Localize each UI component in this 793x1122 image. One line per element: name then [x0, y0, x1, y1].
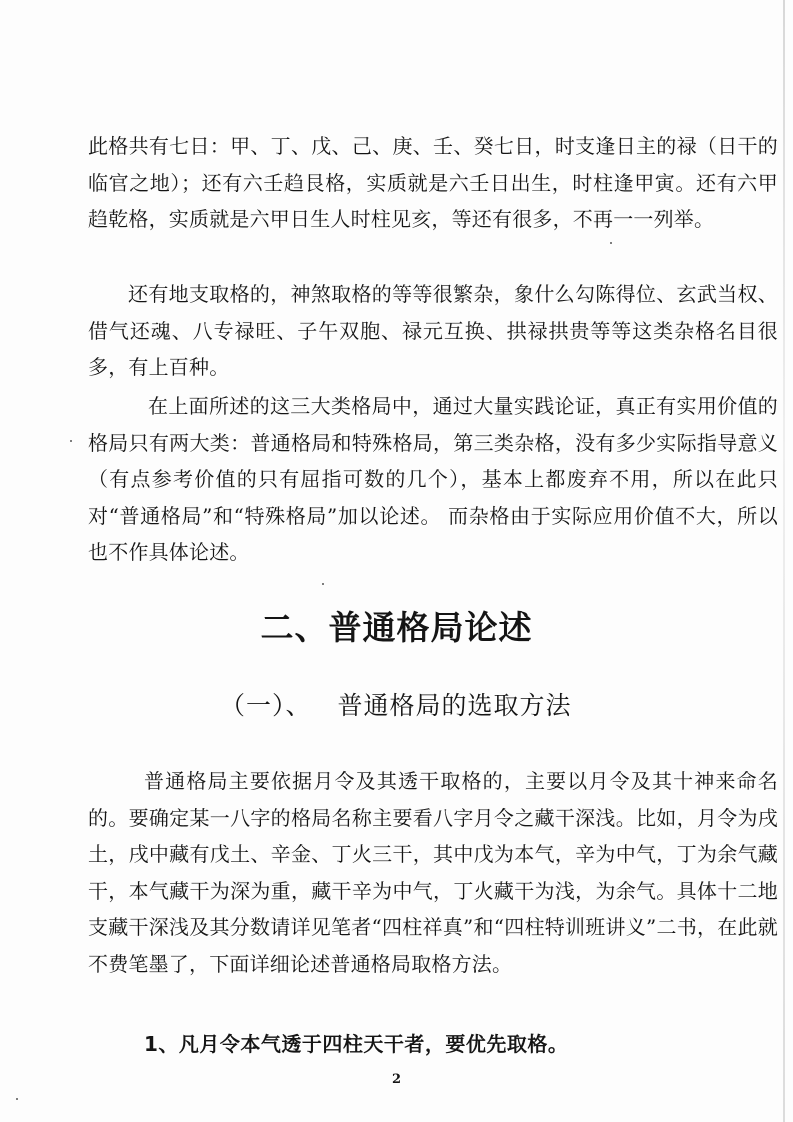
scan-speck: [16, 1098, 18, 1100]
paragraph-1: 此格共有七日：甲、丁、戊、己、庚、壬、癸七日，时支逢日主的禄（日干的临官之地）；还有六壬趋艮格，实质就是六壬日出生，时柱逢甲寅。还有六甲趋乾格，实质就是六甲日生人时柱见亥，等还有很多，不再一一列举。: [88, 134, 778, 231]
scan-speck: [610, 242, 612, 244]
scan-speck: [70, 440, 72, 442]
scan-edge-shadow: [783, 0, 785, 1122]
paragraph-2: 还有地支取格的，神煞取格的等等很繁杂，象什么勾陈得位、玄武当权、借气还魂、八专禄旺、子午双胞、禄元互换、拱禄拱贵等等这类杂格名目很多，有上百种。: [88, 282, 778, 379]
subsection-title: 普通格局的选取方法: [337, 691, 572, 720]
paragraph-3: 在上面所述的这三大类格局中，通过大量实践论证，真正有实用价值的格局只有两大类：普通格局和特殊格局，第三类杂格，没有多少实际指导意义（有点参考价值的只有屈指可数的几个），基本上都废弃不用，所以在此只对“普通格局”和“特殊格局”加以论述。 而杂格由于实际应用价值不大，所以也不作具体论述。: [88, 394, 778, 564]
scan-speck: [322, 583, 324, 585]
paragraph-4: 普通格局主要依据月令及其透干取格的，主要以月令及其十神来命名的。要确定某一八字的格局名称主要看八字月令之藏干深浅。比如，月令为戌土，戌中藏有戊土、辛金、丁火三干，其中戊为本气，辛为中气，丁为余气藏干，本气藏干为深为重，藏干辛为中气，丁火藏干为浅，为余气。具体十二地支藏干深浅及其分数请详见笔者“四柱祥真”和“四柱特训班讲义”二书，在此就不费笔墨了，下面详细论述普通格局取格方法。: [88, 769, 778, 976]
subsection-number: （一）、: [220, 691, 312, 720]
page-number: 2: [391, 1072, 402, 1087]
section-heading: 二、普通格局论述: [260, 608, 533, 647]
rule-item-1: 1、凡月令本气透于四柱天干者，要优先取格。: [144, 1032, 569, 1056]
subsection-heading: [220, 686, 572, 722]
